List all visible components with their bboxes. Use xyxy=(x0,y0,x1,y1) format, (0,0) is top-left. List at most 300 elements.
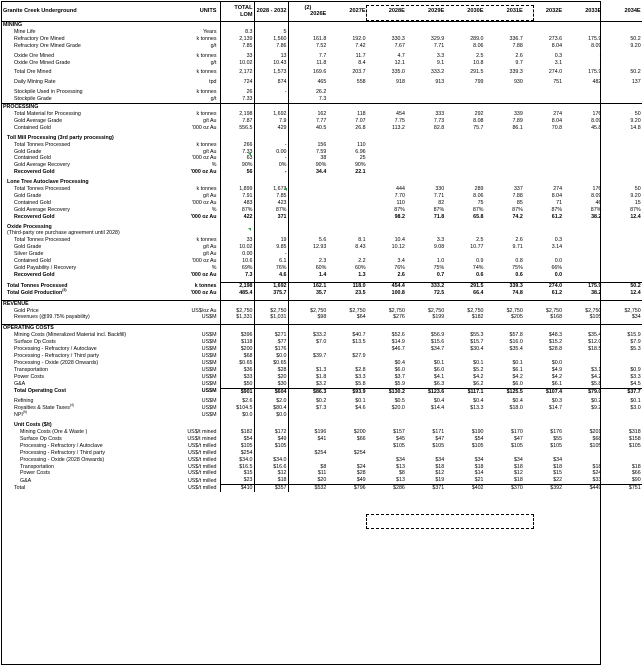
empty-cell xyxy=(406,224,445,231)
value-cell xyxy=(602,244,641,251)
table-row xyxy=(2,353,642,360)
value-cell: 273.6 xyxy=(548,35,563,42)
value-cell: 7.89 xyxy=(512,117,523,124)
row-unit: k tonnes xyxy=(194,282,217,289)
empty-cell xyxy=(563,135,602,142)
value-cell: 7.88 xyxy=(512,192,523,199)
value-cell: 329.9 xyxy=(430,35,445,42)
table-row xyxy=(2,36,642,43)
value-cell: $2,750 xyxy=(388,307,405,314)
row-unit: % xyxy=(211,162,217,169)
value-cell: 6.1 xyxy=(254,258,288,265)
value-cell xyxy=(367,450,406,457)
table-row xyxy=(2,282,642,289)
value-cell: 75 xyxy=(477,199,484,206)
empty-cell xyxy=(327,300,366,307)
value-cell: $0.5 xyxy=(394,398,405,405)
value-cell: 1,673 xyxy=(254,186,288,193)
value-cell: 330.3 xyxy=(391,35,405,42)
value-cell: 1,573 xyxy=(254,69,288,76)
value-cell xyxy=(445,162,484,169)
row-label-text: Gold Grade xyxy=(14,148,42,155)
row-label-text: Royalties & State Taxes xyxy=(14,405,70,412)
empty-cell xyxy=(367,135,406,142)
value-cell xyxy=(406,251,445,258)
empty-cell xyxy=(288,422,327,429)
empty-cell xyxy=(327,422,366,429)
value-cell xyxy=(524,149,563,156)
value-cell: 6.96 xyxy=(355,148,366,155)
value-cell: 118 xyxy=(357,110,366,117)
value-cell: $396 xyxy=(220,332,254,339)
value-cell: $286 xyxy=(367,485,406,492)
value-cell: $77 xyxy=(254,339,288,346)
value-cell: $357 xyxy=(254,485,288,492)
row-label-text: Gold Average Recovery xyxy=(14,206,70,213)
table-row xyxy=(2,251,642,258)
table-row xyxy=(2,79,642,86)
value-cell xyxy=(327,214,366,221)
empty-cell xyxy=(406,135,445,142)
empty-cell xyxy=(445,224,484,231)
value-cell: $13.3 xyxy=(470,405,484,412)
row-label xyxy=(2,36,170,43)
value-cell: $4.2 xyxy=(512,373,523,380)
value-cell: $20 xyxy=(254,374,288,381)
row-label xyxy=(2,155,170,162)
value-cell: $1,331 xyxy=(220,314,254,321)
value-cell: $0.0 xyxy=(551,359,563,366)
empty-cell xyxy=(288,325,327,332)
value-cell: 176 xyxy=(592,110,602,117)
value-cell: 38.2 xyxy=(591,289,602,296)
value-cell: $6.0 xyxy=(394,366,405,373)
value-cell: $402 xyxy=(445,485,484,492)
value-cell: $1.3 xyxy=(315,366,327,373)
row-unit: US$M xyxy=(201,332,217,339)
value-cell: 429 xyxy=(254,125,288,132)
comment-marker xyxy=(284,188,287,191)
value-cell: $47 xyxy=(513,435,523,442)
value-cell: 8.08 xyxy=(473,117,484,124)
value-cell: $18 xyxy=(254,477,288,484)
row-label xyxy=(2,149,170,156)
value-cell: $15 xyxy=(220,470,254,477)
value-cell: 87% xyxy=(551,206,563,213)
value-cell xyxy=(406,162,445,169)
empty-cell xyxy=(406,325,445,332)
section-header xyxy=(2,22,642,29)
empty-cell xyxy=(445,325,484,332)
table-row xyxy=(2,381,642,388)
row-label xyxy=(2,186,170,193)
row-label xyxy=(2,314,170,321)
value-cell: 333 xyxy=(435,110,445,117)
value-cell: 5.6 xyxy=(318,237,327,244)
row-label xyxy=(2,89,170,96)
row-label xyxy=(2,308,170,315)
value-cell xyxy=(445,169,484,176)
value-cell xyxy=(484,162,523,169)
row-unit: US$M xyxy=(201,314,217,321)
value-cell xyxy=(254,450,288,457)
row-unit: '000 oz Au xyxy=(190,213,217,220)
row-unit xyxy=(170,230,220,237)
value-cell: 7.85 xyxy=(254,193,288,200)
value-cell: $105 xyxy=(550,442,563,449)
value-cell: $4.1 xyxy=(433,373,445,380)
row-label-text: Oxide Ore Mined Grade xyxy=(14,59,71,66)
value-cell: 799 xyxy=(474,79,484,86)
value-cell xyxy=(563,412,602,419)
value-cell: 8.06 xyxy=(473,192,484,199)
row-label xyxy=(2,96,170,103)
value-cell xyxy=(563,169,602,176)
value-cell: 0.00 xyxy=(220,251,254,258)
section-header xyxy=(2,224,642,231)
value-cell: $3.7 xyxy=(394,373,405,380)
section-title: Lone Tree Autoclave Processing xyxy=(7,179,89,186)
row-label xyxy=(2,332,170,339)
value-cell: 7.3 xyxy=(220,272,254,279)
value-cell: 176 xyxy=(592,186,602,193)
empty-cell xyxy=(602,22,641,29)
value-cell xyxy=(484,149,523,156)
empty-cell xyxy=(327,104,366,111)
section-title: MINING xyxy=(3,22,23,28)
value-cell xyxy=(602,353,641,360)
value-cell xyxy=(484,353,523,360)
value-cell: 33 xyxy=(220,53,254,60)
value-cell: 0.0 xyxy=(554,258,563,265)
row-label xyxy=(2,111,170,118)
value-cell xyxy=(602,272,641,279)
value-cell: 46 xyxy=(595,199,602,206)
value-cell: 60% xyxy=(354,265,366,271)
empty-cell xyxy=(524,300,563,307)
comment-marker xyxy=(248,228,251,231)
row-label xyxy=(2,388,170,395)
value-cell xyxy=(367,155,406,162)
row-unit: g/t Au xyxy=(202,148,217,155)
col-units: UNITS xyxy=(170,2,220,22)
value-cell: 1,560 xyxy=(254,36,288,43)
value-cell: 485.4 xyxy=(220,290,254,297)
table-row xyxy=(2,457,642,464)
empty-cell xyxy=(367,22,406,29)
section-header xyxy=(2,325,642,332)
table-row xyxy=(2,237,642,244)
empty-cell xyxy=(327,135,366,142)
value-cell xyxy=(367,230,406,237)
row-label xyxy=(2,381,170,388)
empty-cell xyxy=(220,135,254,142)
row-label xyxy=(2,53,170,60)
row-label xyxy=(2,282,170,289)
value-cell: 9.20 xyxy=(630,117,641,124)
empty-cell xyxy=(524,422,563,429)
value-cell xyxy=(602,96,641,103)
value-cell: 87% xyxy=(472,206,484,213)
value-cell: 90% xyxy=(220,162,254,169)
empty-cell xyxy=(288,224,327,231)
row-unit: US$/t milled xyxy=(187,463,217,470)
value-cell xyxy=(602,237,641,244)
empty-cell xyxy=(484,325,523,332)
table-row xyxy=(2,360,642,367)
table-row xyxy=(2,314,642,321)
empty-cell xyxy=(327,22,366,29)
value-cell xyxy=(602,258,641,265)
value-cell: $276 xyxy=(393,314,405,321)
empty-cell xyxy=(563,22,602,29)
value-cell xyxy=(524,89,563,96)
table-row xyxy=(2,214,642,221)
value-cell: $93.9 xyxy=(327,388,366,395)
empty-cell xyxy=(563,224,602,231)
empty-cell xyxy=(170,179,220,186)
value-cell: $18.0 xyxy=(509,405,523,412)
empty-cell xyxy=(484,22,523,29)
row-label-text: Power Costs xyxy=(20,470,51,477)
value-cell: 465 xyxy=(317,79,327,86)
value-cell: 82.8 xyxy=(433,124,445,131)
value-cell: $79.0 xyxy=(563,388,602,395)
value-cell: $201 xyxy=(589,429,602,436)
value-cell: 483 xyxy=(220,200,254,207)
empty-cell xyxy=(445,300,484,307)
value-cell xyxy=(445,412,484,419)
value-cell xyxy=(288,200,327,207)
empty-cell xyxy=(367,224,406,231)
value-cell: 118.0 xyxy=(327,282,366,289)
value-cell xyxy=(602,142,641,149)
value-cell: 76% xyxy=(394,265,405,271)
value-cell xyxy=(524,353,563,360)
table-row xyxy=(2,405,642,412)
value-cell: $18 xyxy=(553,463,563,470)
value-cell: 7.85 xyxy=(220,43,254,50)
table-row xyxy=(2,142,642,149)
value-cell: 40.5 xyxy=(315,124,327,131)
value-cell: $50 xyxy=(220,381,254,388)
empty-cell xyxy=(602,422,641,429)
row-unit: US$M xyxy=(201,339,217,346)
value-cell xyxy=(406,155,445,162)
table-row xyxy=(2,450,642,457)
value-cell: 11.8 xyxy=(316,59,327,66)
value-cell: $0.4 xyxy=(512,398,523,405)
value-cell: $6.0 xyxy=(433,366,445,373)
value-cell: 266 xyxy=(220,142,254,149)
row-label-text: Total Tonnes Processed xyxy=(7,282,68,289)
value-cell: 2.5 xyxy=(476,237,484,244)
empty-cell xyxy=(288,179,327,186)
col-2034e: 2034E xyxy=(602,2,641,22)
row-label-text: Mine Life xyxy=(14,28,36,35)
value-cell: $13 xyxy=(396,477,405,484)
footnote-ref: (5) xyxy=(22,410,28,415)
value-cell: $901 xyxy=(220,388,254,395)
value-cell: $2,750 xyxy=(220,308,254,315)
value-cell: 8.04 xyxy=(551,42,563,49)
value-cell: $80.4 xyxy=(254,405,288,412)
empty-cell xyxy=(445,22,484,29)
value-cell: $98 xyxy=(317,314,327,321)
table-row xyxy=(2,111,642,118)
value-cell: $34 xyxy=(513,456,523,463)
value-cell: 274 xyxy=(553,186,563,193)
col-2026e-note: (2) xyxy=(304,4,312,11)
row-unit: US$/t milled xyxy=(187,477,217,484)
row-label xyxy=(2,237,170,244)
value-cell xyxy=(484,29,523,36)
empty-cell xyxy=(563,422,602,429)
row-unit: g/t Au xyxy=(202,117,217,124)
value-cell xyxy=(445,29,484,36)
value-cell: 8.09 xyxy=(591,117,602,124)
value-cell: 12.1 xyxy=(394,59,405,66)
value-cell: 87% xyxy=(254,207,288,214)
row-unit: % xyxy=(211,265,217,271)
value-cell xyxy=(563,89,602,96)
row-unit: US$/t milled xyxy=(187,442,217,449)
empty-cell xyxy=(220,22,254,29)
row-unit: g/t Au xyxy=(202,251,217,258)
empty-cell xyxy=(563,300,602,307)
value-cell: 2,198 xyxy=(220,111,254,118)
row-unit: '000 oz Au xyxy=(191,258,217,265)
value-cell xyxy=(288,346,327,353)
value-cell: $8 xyxy=(398,470,405,477)
value-cell xyxy=(288,360,327,367)
value-cell: 2.6 xyxy=(397,271,405,278)
row-label xyxy=(2,265,170,272)
value-cell: 87% xyxy=(630,206,641,213)
value-cell: $449 xyxy=(563,485,602,492)
row-label-text: Gold Payability / Recovery xyxy=(14,265,77,271)
value-cell: 7.86 xyxy=(254,43,288,50)
table-row xyxy=(2,308,642,315)
value-cell xyxy=(484,89,523,96)
value-cell: $15.2 xyxy=(548,339,563,346)
value-cell: 13 xyxy=(254,53,288,60)
value-cell: $751 xyxy=(602,485,641,492)
row-label-text: Mining Costs (Mineralized Material incl. Backfill) xyxy=(14,332,127,339)
value-cell: $30.4 xyxy=(470,346,484,353)
footnote-ref: (4) xyxy=(69,403,75,408)
empty-cell xyxy=(406,300,445,307)
section-title: Unit Costs ($/t) xyxy=(14,422,52,429)
row-unit: '000 oz Au xyxy=(191,155,217,162)
value-cell: $0.0 xyxy=(254,412,288,419)
value-cell xyxy=(524,251,563,258)
comment-marker xyxy=(248,153,251,156)
value-cell xyxy=(367,169,406,176)
value-cell xyxy=(406,450,445,457)
row-label-text: Processing - Refractory / Autoclave xyxy=(14,346,97,353)
row-label-text: Processing - Oxide (2028 Onwards) xyxy=(14,359,99,366)
section-title: Toll Mill Processing (3rd party processing) xyxy=(7,134,114,141)
value-cell: $57.8 xyxy=(509,332,523,339)
value-cell: $0.1 xyxy=(355,398,366,405)
value-cell: 7.33 xyxy=(220,96,254,103)
value-cell: $1.8 xyxy=(315,373,327,380)
value-cell xyxy=(367,162,406,169)
row-label xyxy=(2,470,170,477)
empty-cell xyxy=(367,325,406,332)
row-unit: US$M xyxy=(201,359,217,366)
row-label xyxy=(2,193,170,200)
value-cell xyxy=(524,142,563,149)
value-cell: $35.4 xyxy=(588,332,602,339)
value-cell: 10.43 xyxy=(254,60,288,67)
table-row xyxy=(2,412,642,419)
value-cell: 12.4 xyxy=(630,213,641,220)
empty-cell xyxy=(484,135,523,142)
empty-cell xyxy=(288,104,327,111)
value-cell xyxy=(367,96,406,103)
col-2028-2032: 2028 - 2032 xyxy=(254,2,288,22)
value-cell: $48.3 xyxy=(548,332,563,339)
value-cell: $14.4 xyxy=(430,405,445,412)
row-label-text: Surface Op Costs xyxy=(20,435,62,442)
table-row xyxy=(2,339,642,346)
row-unit: US$/t milled xyxy=(187,456,217,463)
value-cell xyxy=(524,162,563,169)
table-row xyxy=(2,429,642,436)
row-unit: tpd xyxy=(209,79,217,86)
row-label xyxy=(2,43,170,50)
value-cell: $8 xyxy=(320,463,327,470)
row-label-text: Stockpile Grade xyxy=(14,96,52,103)
value-cell: 98.2 xyxy=(394,213,405,220)
value-cell: 7.9 xyxy=(254,118,288,125)
value-cell: 1.4 xyxy=(318,271,327,278)
value-cell: 22.1 xyxy=(355,169,366,176)
sheet-title: Granite Creek Underground xyxy=(2,2,170,22)
value-cell: 161.8 xyxy=(313,35,327,42)
value-cell xyxy=(563,142,602,149)
value-cell: 175.9 xyxy=(588,69,602,76)
row-label-text: Oxide Ore Mined xyxy=(14,52,55,59)
value-cell: $4.6 xyxy=(355,405,366,412)
value-cell: 274.0 xyxy=(548,69,563,76)
value-cell xyxy=(327,207,366,214)
value-cell: 86.1 xyxy=(512,124,523,131)
value-cell: 337 xyxy=(513,186,523,193)
value-cell: 60% xyxy=(315,265,327,271)
value-cell xyxy=(327,186,366,193)
row-label-text: Power Costs xyxy=(14,373,45,380)
value-cell: 35.7 xyxy=(315,289,327,296)
row-label xyxy=(2,244,170,251)
value-cell xyxy=(288,193,327,200)
value-cell xyxy=(327,29,366,36)
value-cell: 33 xyxy=(220,237,254,244)
value-cell xyxy=(406,149,445,156)
value-cell: $3.0 xyxy=(630,405,641,412)
value-cell: $33 xyxy=(220,374,254,381)
value-cell: $123.6 xyxy=(406,388,445,395)
value-cell: 1,692 xyxy=(254,282,288,289)
row-unit: US$/t milled xyxy=(187,485,217,492)
value-cell: $18 xyxy=(513,463,523,470)
empty-cell xyxy=(220,104,254,111)
table-row xyxy=(2,149,642,156)
value-cell xyxy=(563,162,602,169)
row-label xyxy=(2,477,170,484)
